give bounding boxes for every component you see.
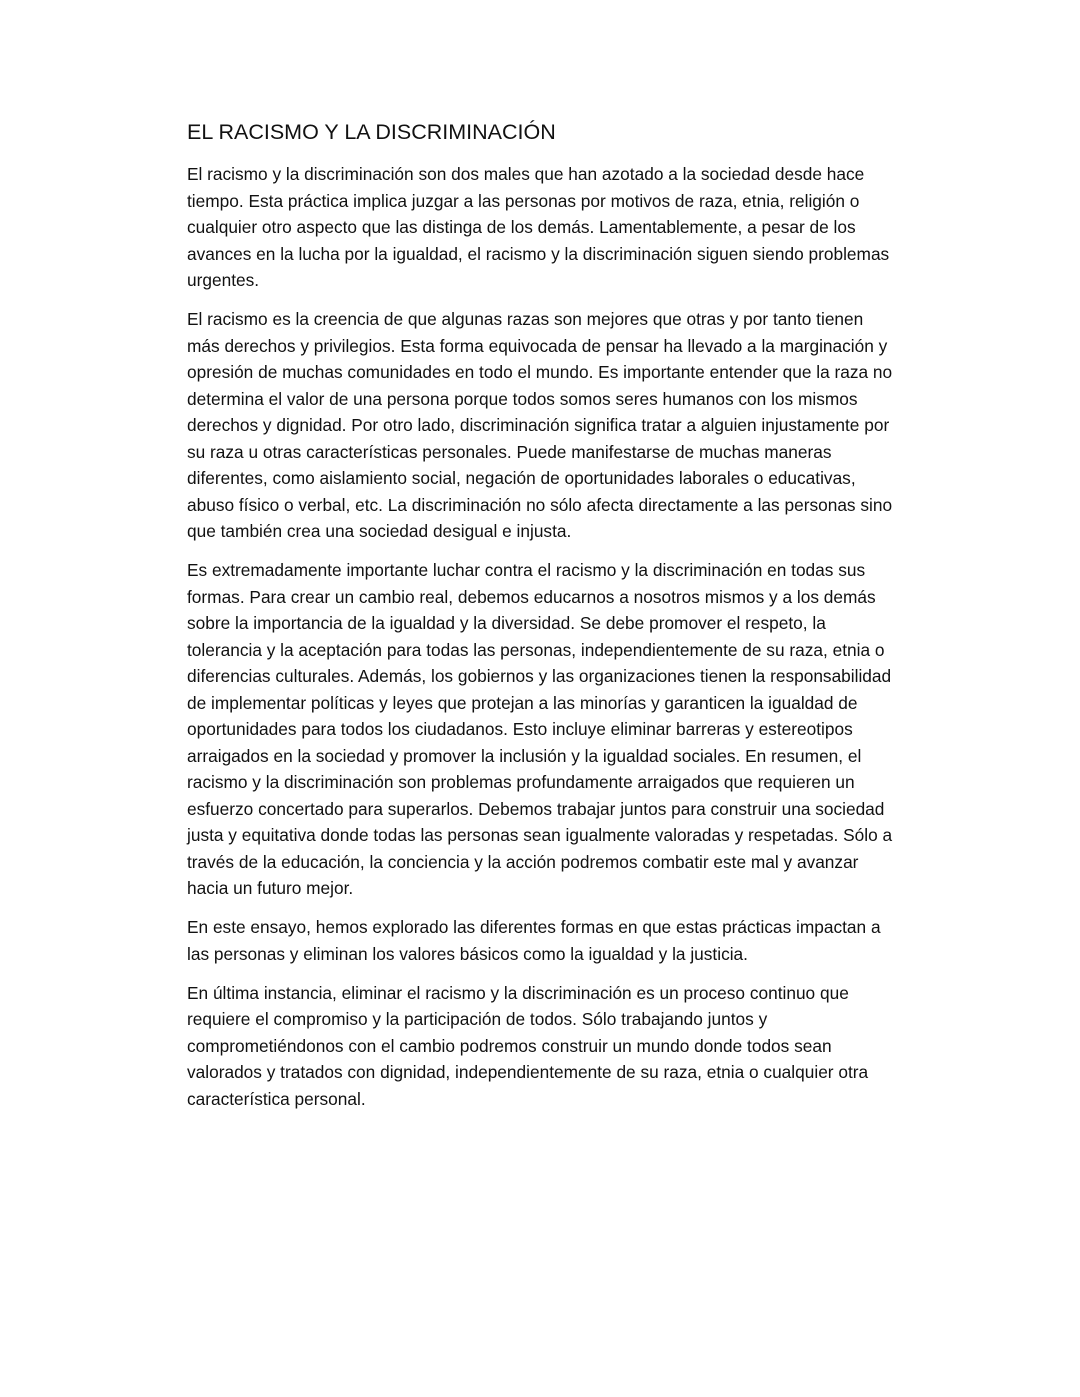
paragraph-2: El racismo es la creencia de que algunas razas son mejores que otras y por tanto tienen más derechos y privilegios. Esta forma equivocada de pensar ha llevado a la marginación y opresión de muchas comunidades en todo el mundo. Es importante entender que la raza no determina el valor de una persona porque todos somos seres humanos con los mismos derechos y dignidad. Por otro lado, discriminación significa tratar a alguien injustamente por su raza u otras características personales. Puede manifestarse de muchas maneras diferentes, como aislamiento social, negación de oportunidades laborales o educativas, abuso físico o verbal, etc. La discriminación no sólo afecta directamente a las personas sino que también crea una sociedad desigual e injusta. (187, 309, 893, 541)
document-title: EL RACISMO Y LA DISCRIMINACIÓN (187, 120, 556, 144)
document-body (187, 117, 899, 1125)
paragraph-3: Es extremadamente importante luchar contra el racismo y la discriminación en todas sus formas. Para crear un cambio real, debemos educarnos a nosotros mismos y a los demás sobre la importancia de la igualdad y la diversidad. Se debe promover el respeto, la tolerancia y la aceptación para todas las personas, independientemente de su raza, etnia o diferencias culturales. Además, los gobiernos y las organizaciones tienen la responsabilidad de implementar políticas y leyes que protejan a las minorías y garanticen la igualdad de oportunidades para todos los ciudadanos. Esto incluye eliminar barreras y estereotipos arraigados en la sociedad y promover la inclusión y la igualdad sociales. En resumen, el racismo y la discriminación son problemas profundamente arraigados que requieren un esfuerzo concertado para superarlos. Debemos trabajar juntos para construir una sociedad justa y equitativa donde todas las personas sean igualmente valoradas y respetadas. Sólo a través de la educación, la conciencia y la acción podremos combatir este mal y avanzar hacia un futuro mejor. (187, 560, 893, 898)
paragraph-4: En este ensayo, hemos explorado las diferentes formas en que estas prácticas impactan a las personas y eliminan los valores básicos como la igualdad y la justicia. (187, 917, 881, 964)
paragraph-1: El racismo y la discriminación son dos males que han azotado a la sociedad desde hace tiempo. Esta práctica implica juzgar a las personas por motivos de raza, etnia, religión o cualquier otro aspecto que las distinga de los demás. Lamentablemente, a pesar de los avances en la lucha por la igualdad, el racismo y la discriminación siguen siendo problemas urgentes. (187, 164, 890, 290)
paragraph-5: En última instancia, eliminar el racismo y la discriminación es un proceso continuo que requiere el compromiso y la participación de todos. Sólo trabajando juntos y comprometiéndonos con el cambio podremos construir un mundo donde todos sean valorados y tratados con dignidad, independientemente de su raza, etnia o cualquier otra característica personal. (187, 982, 869, 1109)
